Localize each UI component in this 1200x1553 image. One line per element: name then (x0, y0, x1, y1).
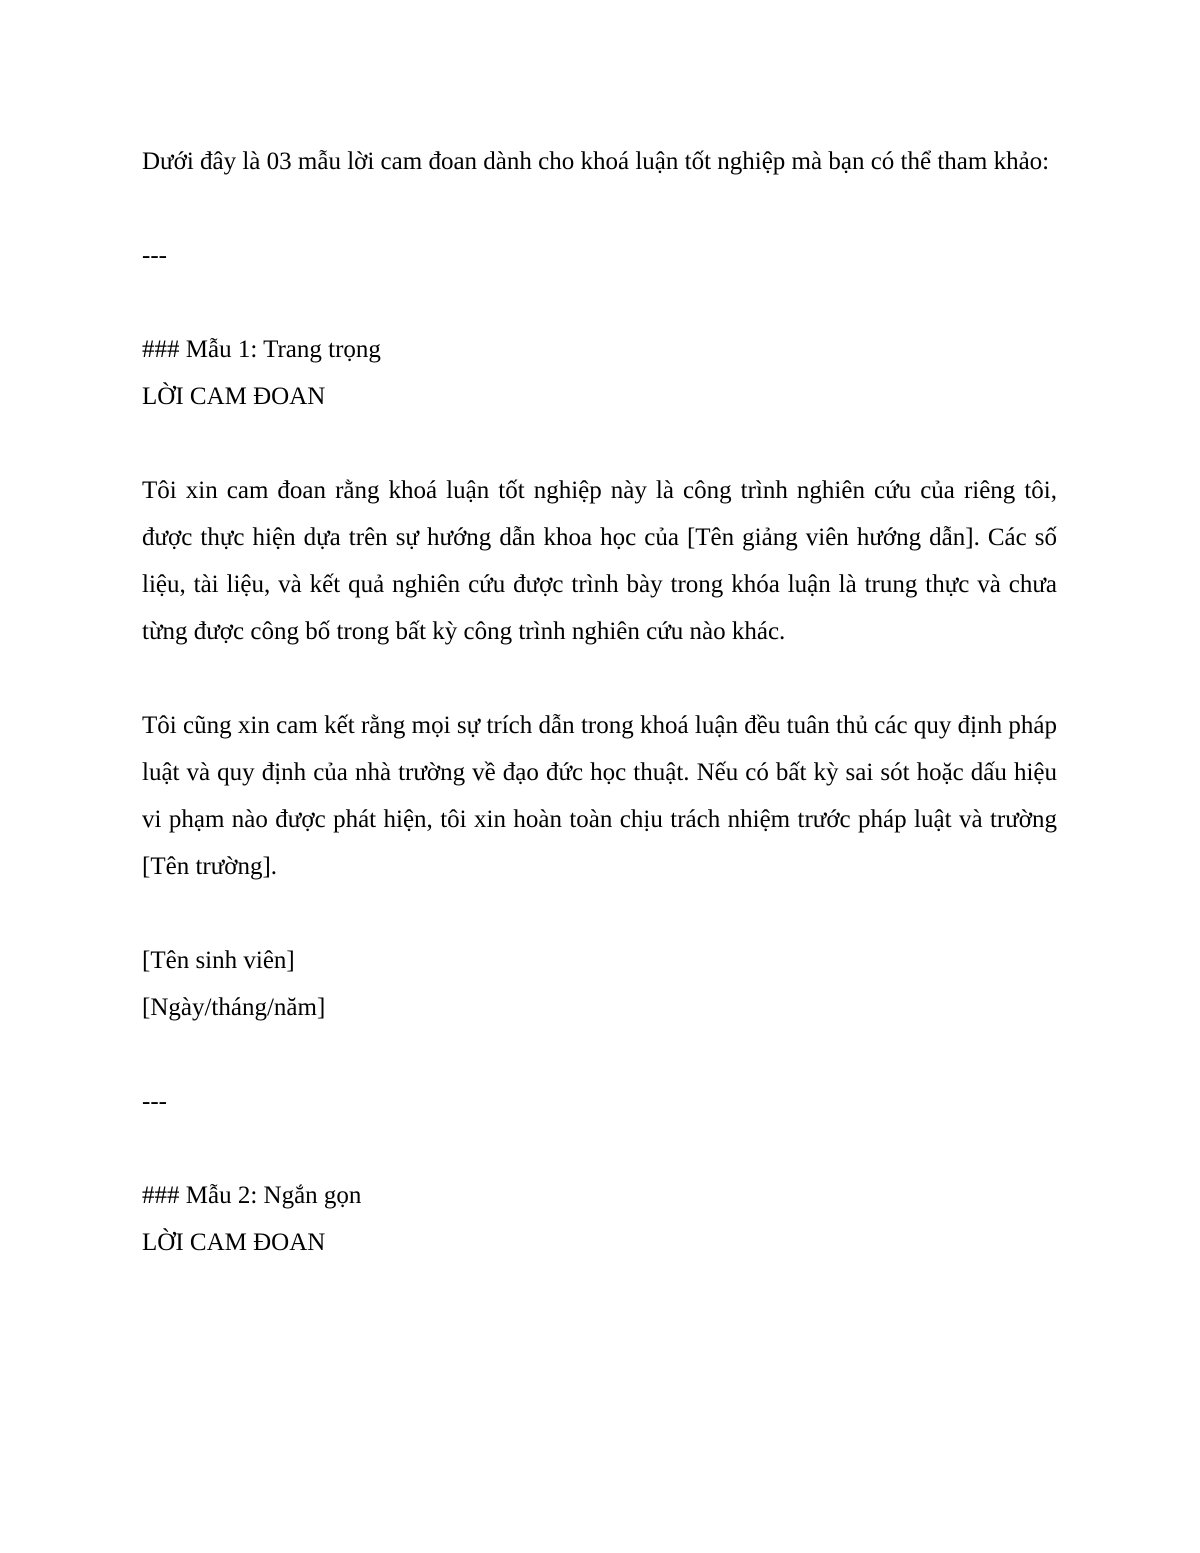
sample-1-paragraph-1: Tôi xin cam đoan rằng khoá luận tốt nghiệp này là công trình nghiên cứu của riêng tôi, được thực hiện dựa trên sự hướng dẫn khoa học của [Tên giảng viên hướng dẫn]. Các số liệu, tài liệu, và kết quả nghiên cứu được trình bày trong khóa luận là trung thực và chưa từng được công bố trong bất kỳ công trình nghiên cứu nào khác. (142, 477, 1057, 645)
blank-line (142, 655, 1057, 702)
blank-line (142, 185, 1057, 232)
blank-line (142, 1125, 1057, 1172)
separator: --- (142, 1088, 167, 1115)
sample-1-title: LỜI CAM ĐOAN (142, 383, 326, 410)
blank-line (142, 420, 1057, 467)
sample-1-heading: ### Mẫu 1: Trang trọng (142, 336, 381, 363)
date-placeholder: [Ngày/tháng/năm] (142, 994, 326, 1021)
blank-line (142, 890, 1057, 937)
sample-1-paragraph-2: Tôi cũng xin cam kết rằng mọi sự trích dẫn trong khoá luận đều tuân thủ các quy định pháp luật và quy định của nhà trường về đạo đức học thuật. Nếu có bất kỳ sai sót hoặc dấu hiệu vi phạm nào được phát hiện, tôi xin hoàn toàn chịu trách nhiệm trước pháp luật và trường [Tên trường]. (142, 712, 1057, 880)
blank-line (142, 1031, 1057, 1078)
document-content (142, 138, 1057, 1266)
blank-line (142, 279, 1057, 326)
student-name-placeholder: [Tên sinh viên] (142, 947, 295, 974)
intro-paragraph: Dưới đây là 03 mẫu lời cam đoan dành cho khoá luận tốt nghiệp mà bạn có thể tham khảo: (142, 148, 1050, 175)
sample-2-heading: ### Mẫu 2: Ngắn gọn (142, 1182, 362, 1209)
sample-2-title: LỜI CAM ĐOAN (142, 1229, 326, 1256)
separator: --- (142, 242, 167, 269)
